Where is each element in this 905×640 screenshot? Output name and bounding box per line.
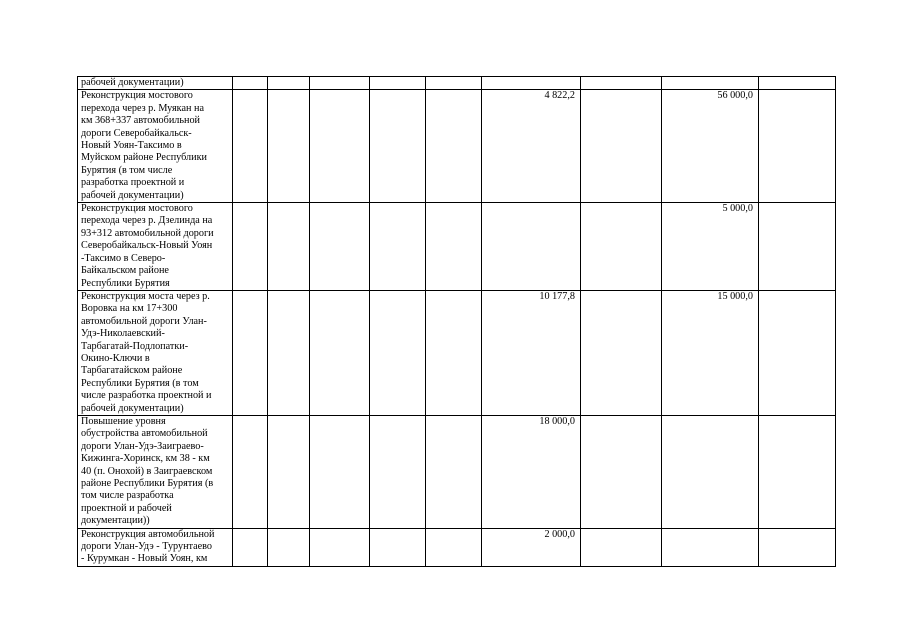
table-row: [78, 528, 836, 566]
object-description: Реконструкция автомобильной дороги Улан-Удэ - Турунтаево - Курумкан - Новый Уоян, км: [78, 528, 233, 566]
table-cell: [233, 203, 268, 291]
table-cell: [310, 415, 370, 528]
table-cell: [662, 415, 759, 528]
table-cell: [581, 415, 662, 528]
table-cell: [581, 203, 662, 291]
table-cell: [426, 290, 482, 415]
table-cell: [268, 77, 310, 90]
amount-cell: 18 000,0: [482, 415, 581, 528]
table-cell: [482, 77, 581, 90]
table-cell: [759, 90, 836, 203]
table-cell: [426, 203, 482, 291]
amount-cell: 2 000,0: [482, 528, 581, 566]
table-cell: [310, 528, 370, 566]
table-cell: [581, 77, 662, 90]
table-cell: [268, 528, 310, 566]
table-cell: [310, 290, 370, 415]
table-row: [78, 290, 836, 415]
table-cell: [759, 290, 836, 415]
object-description: Реконструкция моста через р. Воровка на км 17+300 автомобильной дороги Улан- Удэ-Николаевский- Тарбагатай-Подлопатки- Окино-Ключи в Тарбагатайском районе Республики Бурятия (в том числе разработка проектной и рабочей документации): [78, 290, 233, 415]
table-cell: [482, 203, 581, 291]
table-cell: [370, 203, 426, 291]
document-page: [77, 76, 836, 567]
table-cell: [759, 203, 836, 291]
table-cell: [268, 415, 310, 528]
amount-cell: 4 822,2: [482, 90, 581, 203]
table-row: [78, 415, 836, 528]
table-row: [78, 203, 836, 291]
table-cell: [581, 528, 662, 566]
amount-cell: 56 000,0: [662, 90, 759, 203]
table-cell: [370, 290, 426, 415]
table-cell: [310, 203, 370, 291]
table-cell: [310, 77, 370, 90]
table-cell: [426, 528, 482, 566]
table-cell: [581, 290, 662, 415]
object-description: рабочей документации): [78, 77, 233, 90]
table-cell: [310, 90, 370, 203]
table-row: [78, 77, 836, 90]
table-cell: [268, 290, 310, 415]
table-row: [78, 90, 836, 203]
table-cell: [370, 528, 426, 566]
table-cell: [233, 415, 268, 528]
object-description: Реконструкция мостового перехода через р. Муякан на км 368+337 автомобильной дороги Северобайкальск- Новый Уоян-Таксимо в Муйском районе Республики Бурятия (в том числе разработка проектной и рабочей документации): [78, 90, 233, 203]
amount-cell: 5 000,0: [662, 203, 759, 291]
table-cell: [759, 77, 836, 90]
amount-cell: 10 177,8: [482, 290, 581, 415]
table-cell: [370, 90, 426, 203]
table-cell: [233, 290, 268, 415]
table-cell: [759, 415, 836, 528]
table-cell: [233, 528, 268, 566]
budget-table: [77, 76, 836, 567]
table-cell: [581, 90, 662, 203]
table-cell: [268, 203, 310, 291]
table-cell: [268, 90, 310, 203]
table-cell: [233, 77, 268, 90]
object-description: Повышение уровня обустройства автомобильной дороги Улан-Удэ-Заиграево- Кижинга-Хоринск, км 38 - км 40 (п. Онохой) в Заиграевском районе Республики Бурятия (в том числе разработка проектной и рабочей документации)): [78, 415, 233, 528]
table-cell: [233, 90, 268, 203]
table-cell: [662, 77, 759, 90]
table-cell: [759, 528, 836, 566]
object-description: Реконструкция мостового перехода через р. Дзелинда на 93+312 автомобильной дороги Северобайкальск-Новый Уоян -Таксимо в Северо- Байкальском районе Республики Бурятия: [78, 203, 233, 291]
table-cell: [426, 90, 482, 203]
table-cell: [426, 77, 482, 90]
table-cell: [370, 415, 426, 528]
table-cell: [370, 77, 426, 90]
table-cell: [426, 415, 482, 528]
amount-cell: 15 000,0: [662, 290, 759, 415]
table-cell: [662, 528, 759, 566]
